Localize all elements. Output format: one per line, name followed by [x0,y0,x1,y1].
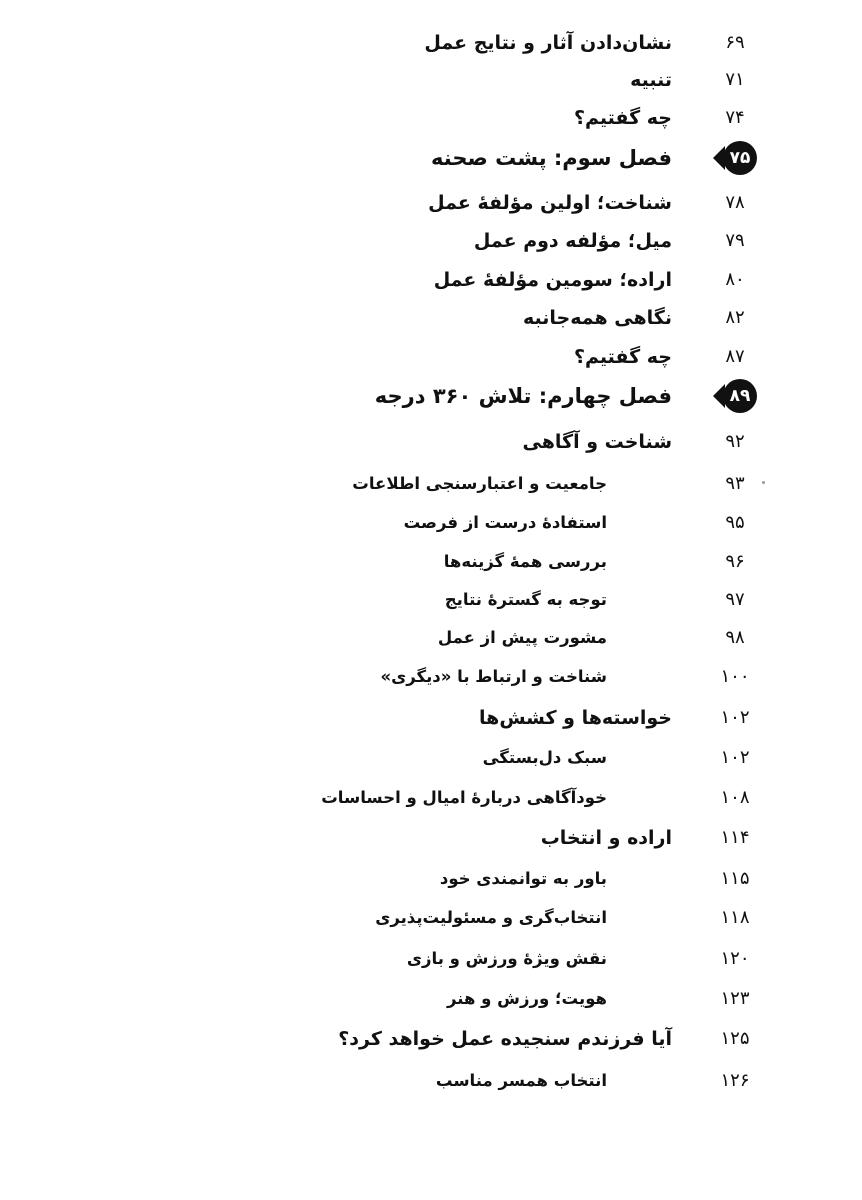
toc-subentry [0,862,862,896]
toc-entry [0,301,862,335]
page-number: ۷۸ [725,192,745,213]
chapter-title: فصل سوم: پشت صحنه [431,146,672,170]
entry-title: چه گفتیم؟ [574,346,672,368]
toc-subentry [0,583,862,617]
toc-entry [0,26,862,60]
toc-subentry [0,506,862,540]
chapter-page-number: ۸۹ [729,386,751,406]
page-number: ۷۹ [725,230,745,251]
page-number: ۱۰۲ [720,707,750,728]
page-number: ۹۷ [725,589,745,610]
page-number: ۱۱۸ [720,907,750,928]
entry-title: اراده؛ سومین مؤلفهٔ عمل [433,269,672,291]
entry-title: نگاهی همه‌جانبه [522,307,672,329]
page-number: ۹۶ [725,551,745,572]
subentry-title: مشورت پیش از عمل [437,628,607,647]
page-number: ۹۲ [725,431,745,452]
toc-subentry [0,545,862,579]
toc-entry [0,701,862,735]
page-number: ۶۹ [725,32,745,53]
toc-subentry [0,781,862,815]
page-number: ۱۲۰ [720,948,750,969]
subentry-title: جامعیت و اعتبارسنجی اطلاعات [352,474,607,493]
page-number: ۱۲۳ [720,988,750,1009]
page-number: ۸۷ [725,346,745,367]
chapter-page-number: ۷۵ [729,148,751,168]
chapter-title: فصل چهارم: تلاش ۳۶۰ درجه [374,384,672,408]
page-number: ۱۰۰ [720,666,750,687]
toc-subentry [0,1064,862,1098]
subentry-title: هویت؛ ورزش و هنر [447,989,607,1008]
toc-subentry [0,467,862,501]
toc-subentry [0,942,862,976]
entry-title: آیا فرزندم سنجیده عمل خواهد کرد؟ [338,1028,672,1050]
subentry-title: باور به توانمندی خود [439,869,607,888]
page-number: ۷۴ [725,107,745,128]
entry-title: اراده و انتخاب [540,827,672,849]
page-number: ۷۱ [725,69,745,90]
toc-entry [0,63,862,97]
page-number: ۹۳ [725,473,745,494]
ink-speck [762,481,765,484]
entry-title: شناخت؛ اولین مؤلفهٔ عمل [428,192,672,214]
entry-title: میل؛ مؤلفه دوم عمل [473,230,672,252]
subentry-title: خودآگاهی دربارهٔ امیال و احساسات [321,788,607,807]
page-number: ۱۲۶ [720,1070,750,1091]
page-number: ۹۸ [725,627,745,648]
subentry-title: شناخت و ارتباط با «دیگری» [380,667,607,686]
page-number: ۱۲۵ [720,1028,750,1049]
toc-entry [0,821,862,855]
subentry-title: انتخاب‌گری و مسئولیت‌پذیری [375,908,607,927]
toc-subentry [0,982,862,1016]
page-number: ۱۰۸ [720,787,750,808]
chapter-badge [713,379,759,413]
page-number: ۸۰ [725,269,745,290]
toc-entry [0,186,862,220]
toc-entry [0,224,862,258]
toc-entry [0,1022,862,1056]
page-number: ۱۱۵ [720,868,750,889]
subentry-title: بررسی همهٔ گزینه‌ها [443,552,607,571]
toc-subentry [0,901,862,935]
chapter-heading [0,379,862,413]
entry-title: نشان‌دادن آثار و نتایج عمل [424,32,672,54]
chapter-badge [713,141,759,175]
toc-entry [0,340,862,374]
chapter-heading [0,141,862,175]
page-number: ۹۵ [725,512,745,533]
toc-entry [0,263,862,297]
subentry-title: انتخاب همسر مناسب [435,1071,607,1090]
toc-entry [0,425,862,459]
subentry-title: سبک دل‌بستگی [482,748,607,767]
subentry-title: استفادهٔ درست از فرصت [403,513,607,532]
toc-subentry [0,660,862,694]
page-number: ۱۱۴ [720,827,750,848]
entry-title: تنبیه [630,69,672,91]
entry-title: شناخت و آگاهی [522,431,672,453]
page-number: ۸۲ [725,307,745,328]
entry-title: خواسته‌ها و کشش‌ها [479,707,672,729]
subentry-title: نقش ویژهٔ ورزش و بازی [406,949,607,968]
toc-subentry [0,741,862,775]
subentry-title: توجه به گسترهٔ نتایج [444,590,607,609]
page-number: ۱۰۲ [720,747,750,768]
toc-subentry [0,621,862,655]
entry-title: چه گفتیم؟ [574,107,672,129]
toc-entry [0,101,862,135]
